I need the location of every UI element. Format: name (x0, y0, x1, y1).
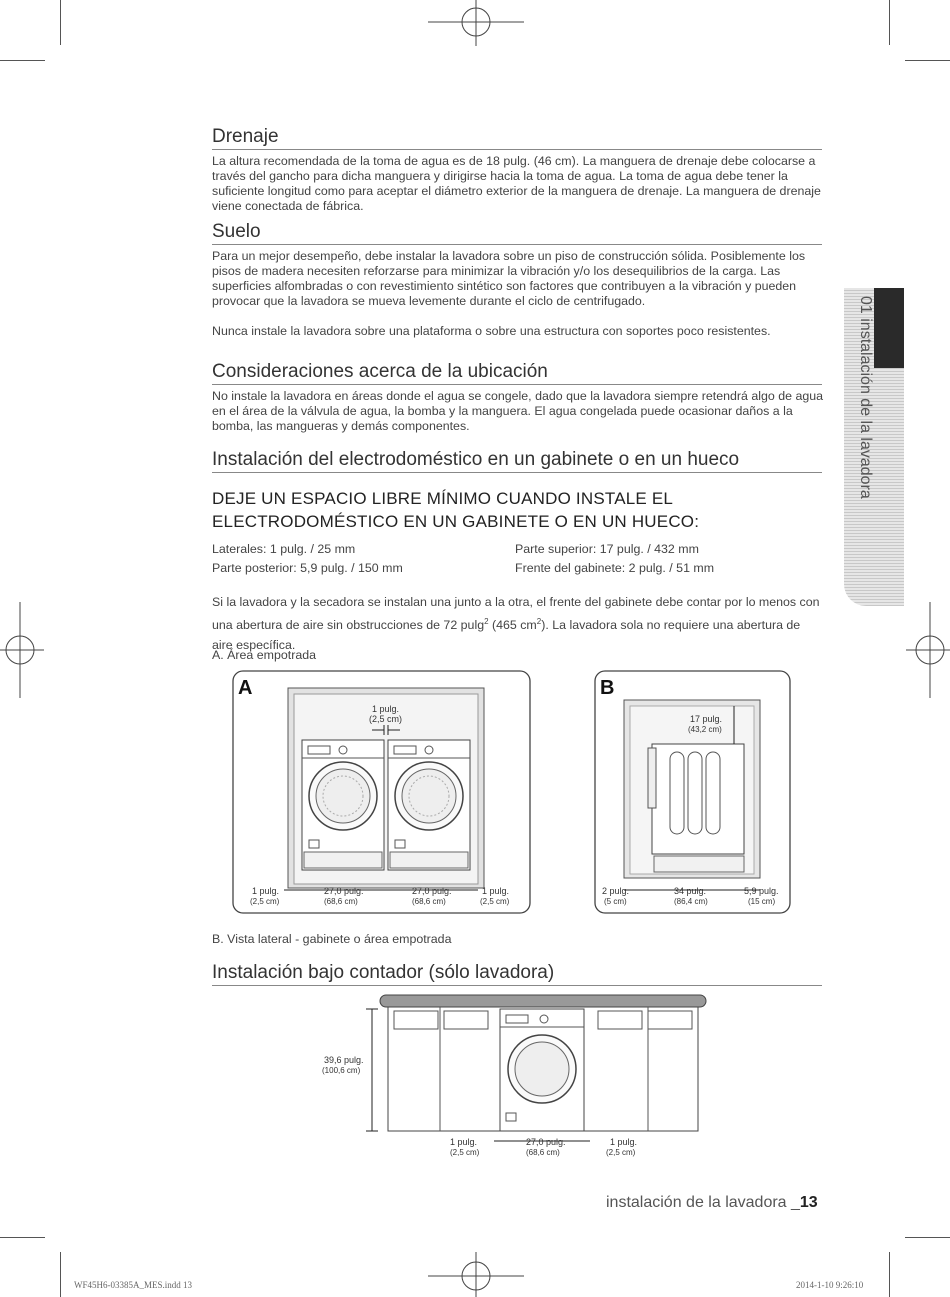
registration-mark-right (906, 602, 950, 698)
airflow-text (212, 592, 824, 655)
washer-left (302, 740, 384, 870)
page-footer (606, 1194, 818, 1212)
clearance-heading-line1: DEJE UN ESPACIO LIBRE MÍNIMO CUANDO INSTALE EL (212, 489, 674, 508)
fig-b-top-cm: (43,2 cm) (688, 725, 722, 734)
fig-c-width-cm: (68,6 cm) (526, 1148, 560, 1157)
washer-right (388, 740, 470, 870)
crop-mark (889, 0, 890, 45)
fig-c-width: 27,0 pulg. (526, 1137, 566, 1147)
crop-mark (889, 1252, 890, 1297)
figure-b-side-view (594, 670, 792, 915)
fig-a-dim-right: 1 pulg. (482, 886, 510, 896)
registration-mark-bottom (428, 1250, 524, 1297)
airflow-text-b: (465 cm (488, 618, 537, 633)
fig-a-dim-left-cm: (2,5 cm) (250, 897, 280, 906)
fig-b-back: 5,9 pulg. (744, 886, 779, 896)
suelo-text-2: Nunca instale la lavadora sobre una plataforma o sobre una estructura con soportes poco resistentes. (212, 324, 771, 338)
crop-mark (60, 0, 61, 45)
registration-mark-left (0, 602, 44, 698)
fig-c-right: 1 pulg. (610, 1137, 638, 1147)
figure-a-recessed-area (232, 670, 532, 915)
footer-date: 2014-1-10 9:26:10 (796, 1280, 864, 1290)
suelo-text-1: Para un mejor desempeño, debe instalar la lavadora sobre un piso de construcción sólida. Posiblemente los pisos de madera necesiten reforzarse para minimizar la vibración y/o los desequilibrios de la carga. Las superficies alfombradas o con revestimiento sintético son factores que contribuyen a la vibración y pueden provocar que la lavadora se mueva levemente durante el ciclo de centrifugado. (212, 249, 806, 308)
airflow-text-a: Si la lavadora y la secadora se instalan una junto a la otra, el frente del gabinete debe contar por lo menos con una abertura de aire sin obstrucciones de 72 pulg (212, 595, 820, 633)
section-title-drenaje: Drenaje (212, 126, 822, 150)
registration-mark-top (428, 0, 524, 50)
fig-a-dim-right-cm: (2,5 cm) (480, 897, 510, 906)
spec-frente: Frente del gabinete: 2 pulg. / 51 mm (515, 561, 715, 575)
fig-c-right-cm: (2,5 cm) (606, 1148, 636, 1157)
section-title-contador: Instalación bajo contador (sólo lavadora) (212, 962, 822, 986)
clearance-heading-line2: ELECTRODOMÉSTICO EN UN GABINETE O EN UN HUECO: (212, 512, 700, 531)
section-title-suelo: Suelo (212, 221, 822, 245)
spec-laterales: Laterales: 1 pulg. / 25 mm (212, 542, 356, 556)
caption-a: A. Área empotrada (212, 648, 317, 662)
crop-mark (905, 60, 950, 61)
fig-b-front-cm: (5 cm) (604, 897, 627, 906)
fig-b-depth-cm: (86,4 cm) (674, 897, 708, 906)
fig-a-dim-left: 1 pulg. (252, 886, 280, 896)
airflow-sup-1: 2 (484, 617, 489, 626)
crop-mark (0, 1237, 45, 1238)
spec-posterior: Parte posterior: 5,9 pulg. / 150 mm (212, 561, 403, 575)
crop-mark (60, 1252, 61, 1297)
footer-section: instalación de la lavadora _ (606, 1194, 800, 1211)
figure-a-letter: A (238, 677, 253, 699)
spec-superior: Parte superior: 17 pulg. / 432 mm (515, 542, 699, 556)
fig-a-gap-top-cm: (2,5 cm) (369, 714, 403, 724)
footer-file: WF45H6-03385A_MES.indd 13 (74, 1280, 193, 1290)
figure-b-letter: B (600, 677, 615, 699)
section-title-ubicacion: Consideraciones acerca de la ubicación (212, 361, 822, 385)
figure-c-under-counter (318, 993, 710, 1163)
airflow-sup-2: 2 (536, 617, 542, 626)
fig-b-top: 17 pulg. (690, 714, 723, 724)
fig-c-height-cm: (100,6 cm) (322, 1066, 361, 1075)
fig-c-left-cm: (2,5 cm) (450, 1148, 480, 1157)
chapter-tab-marker (874, 288, 904, 368)
fig-a-gap-top: 1 pulg. (372, 704, 400, 714)
fig-b-depth: 34 pulg. (674, 886, 707, 896)
page-number: 13 (799, 1194, 818, 1211)
fig-a-dim-w1: 27,0 pulg. (324, 886, 364, 896)
caption-b: B. Vista lateral - gabinete o área empotrada (212, 932, 452, 946)
washer-under-counter (500, 1009, 584, 1131)
fig-a-dim-w1-cm: (68,6 cm) (324, 897, 358, 906)
fig-a-dim-w2: 27,0 pulg. (412, 886, 452, 896)
fig-a-dim-w2-cm: (68,6 cm) (412, 897, 446, 906)
drenaje-text: La altura recomendada de la toma de agua es de 18 pulg. (46 cm). La manguera de drenaje debe colocarse a través del gancho para dicha manguera y dirigirse hacia la toma de agua. La toma de agua debe tener la suficiente longitud como para aceptar el diámetro exterior de la manguera de drenaje. La manguera de drenaje viene conectada de fábrica. (212, 154, 821, 213)
fig-b-front: 2 pulg. (602, 886, 630, 896)
airflow-text-c: ). La lavadora sola no requiere una abertura de aire específica. (212, 618, 801, 653)
chapter-tab-label: 01 instalación de la lavadora (857, 296, 874, 499)
ubicacion-text: No instale la lavadora en áreas donde el agua se congele, dado que la lavadora siempre retendrá algo de agua en el área de la válvula de agua, la bomba y la manguera. El agua congelada puede ocasionar daños a la bomba, las mangueras y demás componentes. (212, 389, 824, 433)
crop-mark (905, 1237, 950, 1238)
washer-side (648, 744, 744, 872)
section-title-gabinete: Instalación del electrodoméstico en un gabinete o en un hueco (212, 449, 822, 473)
fig-c-height: 39,6 pulg. (324, 1055, 364, 1065)
fig-c-left: 1 pulg. (450, 1137, 478, 1147)
fig-b-back-cm: (15 cm) (748, 897, 776, 906)
crop-mark (0, 60, 45, 61)
